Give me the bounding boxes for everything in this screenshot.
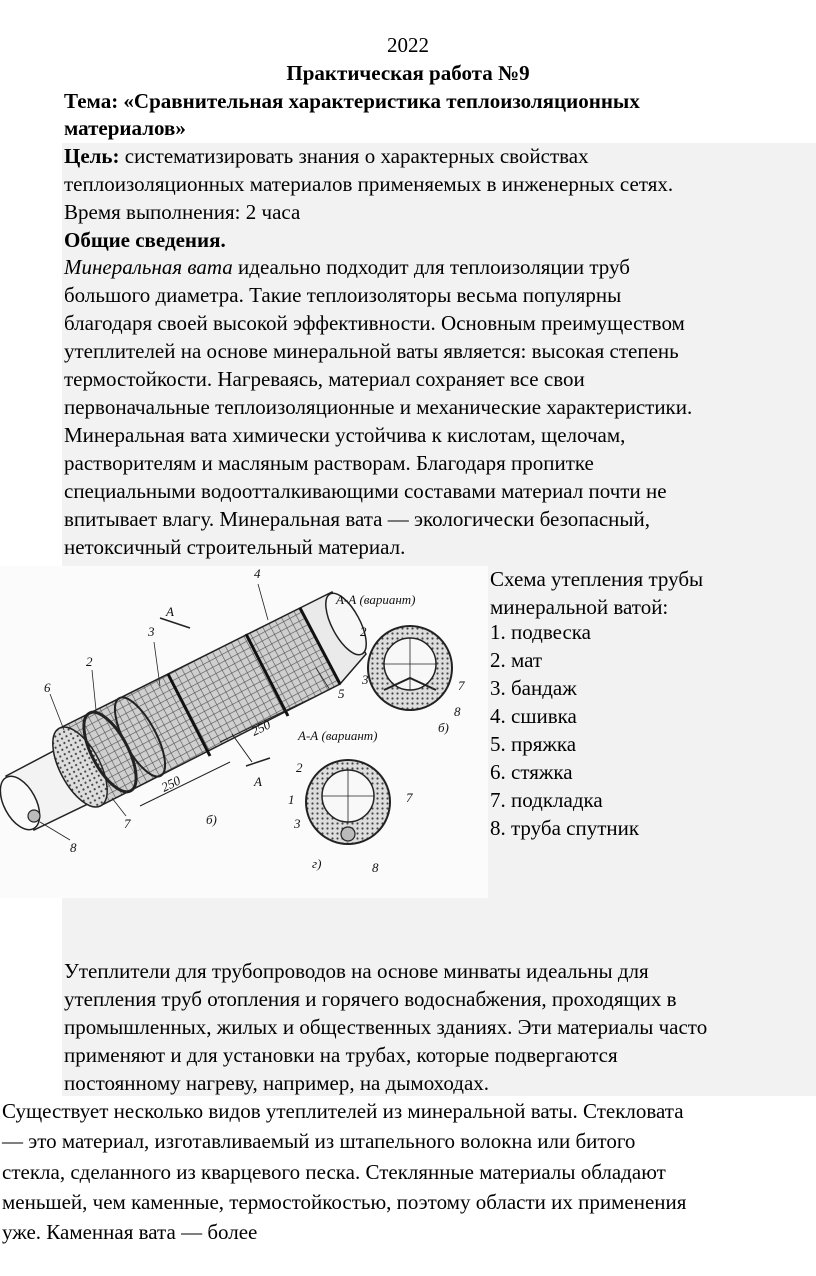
para3-line: стекла, сделанного из кварцевого песка. Стеклянные материалы обладают	[2, 1160, 666, 1184]
time-line: Время выполнения: 2 часа	[64, 200, 301, 224]
goal-line-cont: теплоизоляционных материалов применяемых в инженерных сетях.	[64, 172, 674, 196]
figure-caption: минеральной ватой:	[490, 595, 669, 619]
intro-italic: Минеральная вата	[64, 255, 233, 279]
section-heading: Общие сведения.	[64, 228, 226, 252]
pipe-insulation-figure	[0, 566, 488, 898]
callout-number: 8	[372, 860, 379, 875]
para3-line: — это материал, изготавливаемый из штапельного волокна или битого	[2, 1129, 636, 1153]
goal-line	[64, 143, 589, 171]
para2-line: утепления труб отопления и горячего водоснабжения, проходящих в	[64, 987, 677, 1011]
callout-number: 3	[362, 672, 369, 687]
intro-line: благодаря своей высокой эффективности. Основным преимуществом	[64, 311, 685, 335]
para3-line: уже. Каменная вата — более	[2, 1220, 258, 1244]
callout-number: 7	[406, 790, 413, 805]
callout-number: 2	[360, 624, 367, 639]
callout-number: 3	[294, 816, 301, 831]
section-label-1: А-А (вариант)	[336, 592, 416, 607]
intro-line: нетоксичный строительный материал.	[64, 535, 406, 559]
callout-number: 3	[148, 624, 155, 639]
legend-item: 7. подкладка	[490, 788, 603, 812]
cross-section-2	[306, 760, 390, 844]
legend-item: 6. стяжка	[490, 760, 573, 784]
para3-line: Существует несколько видов утеплителей из минеральной ваты. Стекловата	[2, 1099, 684, 1123]
subfigure-label: б)	[206, 812, 217, 827]
legend-item: 4. сшивка	[490, 704, 577, 728]
para2-line: промышленных, жилых и общественных зданиях. Эти материалы часто	[64, 1015, 708, 1039]
dimension-label: 250	[248, 716, 273, 739]
callout-number: 2	[86, 654, 93, 669]
topic-line-cont: материалов»	[64, 116, 186, 140]
callout-number: 6	[44, 680, 51, 695]
callout-number: 7	[458, 678, 465, 693]
year: 2022	[387, 33, 429, 57]
figure-caption: Схема утепления трубы	[490, 567, 704, 591]
callout-number: 8	[454, 704, 461, 719]
callout-number: 8	[70, 840, 77, 855]
dimension-label: 250	[158, 772, 183, 795]
legend-item: 5. пряжка	[490, 732, 577, 756]
subfigure-label: б)	[438, 720, 449, 735]
section-letter: А	[166, 604, 174, 619]
section-label-2: А-А (вариант)	[298, 728, 378, 743]
callout-number: 2	[296, 760, 303, 775]
legend-item: 1. подвеска	[490, 620, 591, 644]
callout-number: 4	[254, 566, 261, 581]
pipe-drawing	[0, 566, 488, 898]
intro-line: растворителям и масляным растворам. Благодаря пропитке	[64, 451, 594, 475]
para3-line: меньшей, чем каменные, термостойкостью, поэтому области их применения	[2, 1190, 687, 1214]
goal-text: систематизировать знания о характерных свойствах	[119, 144, 589, 168]
legend-item: 8. труба спутник	[490, 816, 640, 840]
cross-section-1	[368, 626, 452, 710]
topic-line: Тема: «Сравнительная характеристика теплоизоляционных	[64, 89, 640, 113]
intro-line	[64, 254, 630, 282]
intro-line: специальными водоотталкивающими составами материал почти не	[64, 479, 667, 503]
legend-item: 3. бандаж	[490, 676, 577, 700]
callout-number: 5	[338, 686, 345, 701]
intro-first-rest: идеально подходит для теплоизоляции труб	[232, 255, 630, 279]
callout-number: 1	[288, 792, 295, 807]
subfigure-label: г)	[312, 856, 322, 871]
legend-item: 2. мат	[490, 648, 543, 672]
callout-number: 7	[124, 816, 131, 831]
section-letter: А	[254, 774, 262, 789]
page-title: Практическая работа №9	[286, 61, 530, 85]
intro-line: большого диаметра. Такие теплоизоляторы весьма популярны	[64, 283, 622, 307]
intro-line: впитывает влагу. Минеральная вата — экологически безопасный,	[64, 507, 651, 531]
para2-line: Утеплители для трубопроводов на основе минваты идеальны для	[64, 959, 649, 983]
goal-label: Цель:	[64, 144, 120, 168]
intro-line: утеплителей на основе минеральной ваты является: высокая степень	[64, 339, 679, 363]
intro-line: первоначальные теплоизоляционные и механические характеристики.	[64, 395, 693, 419]
intro-line: термостойкости. Нагреваясь, материал сохраняет все свои	[64, 367, 585, 391]
intro-line: Минеральная вата химически устойчива к кислотам, щелочам,	[64, 423, 626, 447]
para2-line: постоянному нагреву, например, на дымоходах.	[64, 1071, 490, 1095]
para2-line: применяют и для установки на трубах, которые подвергаются	[64, 1043, 618, 1067]
